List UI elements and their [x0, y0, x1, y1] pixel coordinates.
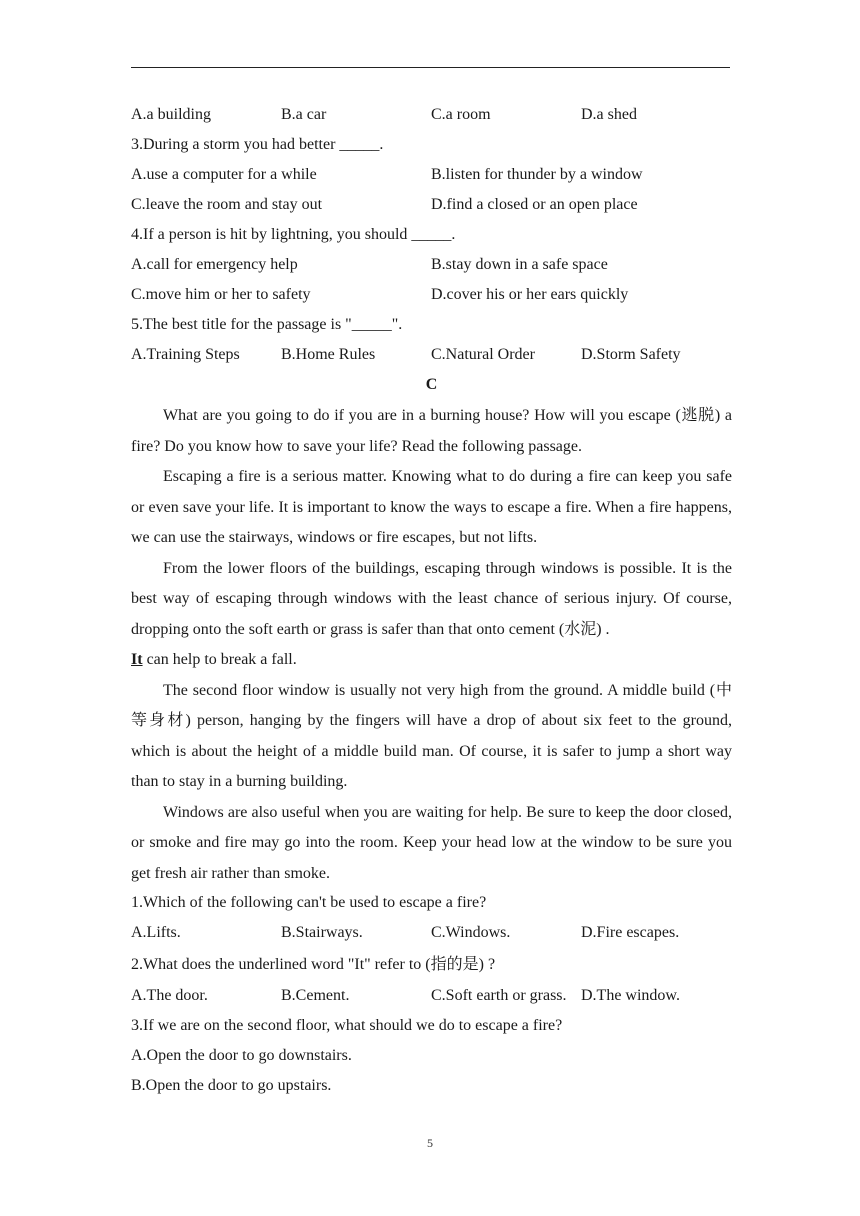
passage-paragraph-1: What are you going to do if you are in a burning house? How will you escape (逃脱) a fire? Do you know how to save your life? Read the following passage.	[131, 407, 732, 455]
q5-options	[131, 341, 732, 371]
q3-option-c: C.leave the room and stay out	[131, 196, 323, 213]
header-rule	[131, 67, 730, 68]
c-q2-option-c: C.Soft earth or grass.	[431, 987, 567, 1004]
c-q2-options	[131, 982, 732, 1012]
document-body	[131, 101, 732, 1102]
q4-option-b: B.stay down in a safe space	[431, 256, 608, 273]
q5-option-a: A.Training Steps	[131, 346, 240, 363]
c-q3-question: 3.If we are on the second floor, what should we do to escape a fire?	[131, 1017, 563, 1034]
c-q2-option-d: D.The window.	[581, 987, 680, 1004]
q5-option-c: C.Natural Order	[431, 346, 535, 363]
c-q2-question: 2.What does the underlined word "It" refer to (指的是) ?	[131, 956, 496, 973]
passage-paragraph-3-tail: can help to break a fall.	[142, 651, 297, 668]
q3-question: 3.During a storm you had better _____.	[131, 136, 384, 153]
q3-options-row2	[131, 191, 732, 221]
c-q2-option-b: B.Cement.	[281, 987, 350, 1004]
q3-options-row1	[131, 161, 732, 191]
c-q1-option-a: A.Lifts.	[131, 924, 181, 941]
q5-option-d: D.Storm Safety	[581, 346, 681, 363]
q2-option-d: D.a shed	[581, 106, 637, 123]
c-q1-option-b: B.Stairways.	[281, 924, 363, 941]
c-q1-question: 1.Which of the following can't be used to escape a fire?	[131, 894, 487, 911]
c-q1-option-c: C.Windows.	[431, 924, 511, 941]
q3-option-b: B.listen for thunder by a window	[431, 166, 643, 183]
passage-paragraph-3	[131, 554, 732, 676]
passage-paragraph-4: The second floor window is usually not very high from the ground. A middle build (中等身材) person, hanging by the fingers will have a drop of about six feet to the ground, which is about the height of a middle build man. Of course, it is safer to jump a short way than to stay in a burning building.	[131, 681, 732, 790]
q3-option-d: D.find a closed or an open place	[431, 196, 638, 213]
q4-option-d: D.cover his or her ears quickly	[431, 286, 629, 303]
passage-paragraph-3-text: From the lower floors of the buildings, escaping through windows is possible. It is the best way of escaping through windows with the least chance of serious injury. Of course, dropping onto the soft earth or grass is safer than that onto cement (水泥) .	[131, 559, 732, 638]
section-c-heading: C	[425, 376, 438, 393]
c-q3-option-a: A.Open the door to go downstairs.	[131, 1047, 352, 1064]
c-q3-option-b: B.Open the door to go upstairs.	[131, 1077, 332, 1094]
q2-option-b: B.a car	[281, 106, 327, 123]
q5-question: 5.The best title for the passage is "_____".	[131, 316, 403, 333]
passage-paragraph-2: Escaping a fire is a serious matter. Knowing what to do during a fire can keep you safe or even save your life. It is important to know the ways to escape a fire. When a fire happens, we can use the stairways, windows or fire escapes, but not lifts.	[131, 468, 732, 546]
q3-option-a: A.use a computer for a while	[131, 166, 317, 183]
q4-option-a: A.call for emergency help	[131, 256, 298, 273]
q4-options-row2	[131, 281, 732, 311]
c-q1-option-d: D.Fire escapes.	[581, 924, 680, 941]
page-number: 5	[427, 1136, 433, 1150]
underlined-word-it: It	[131, 651, 143, 668]
passage-paragraph-5: Windows are also useful when you are waiting for help. Be sure to keep the door closed, or smoke and fire may go into the room. Keep your head low at the window to be sure you get fresh air rather than smoke.	[131, 803, 732, 882]
c-q2-option-a: A.The door.	[131, 987, 208, 1004]
q4-option-c: C.move him or her to safety	[131, 286, 311, 303]
q4-question: 4.If a person is hit by lightning, you should _____.	[131, 226, 456, 243]
q5-option-b: B.Home Rules	[281, 346, 376, 363]
c-q1-options	[131, 919, 732, 949]
q2-option-c: C.a room	[431, 106, 491, 123]
q4-options-row1	[131, 251, 732, 281]
q2-options	[131, 101, 732, 131]
q2-option-a: A.a building	[131, 106, 211, 123]
